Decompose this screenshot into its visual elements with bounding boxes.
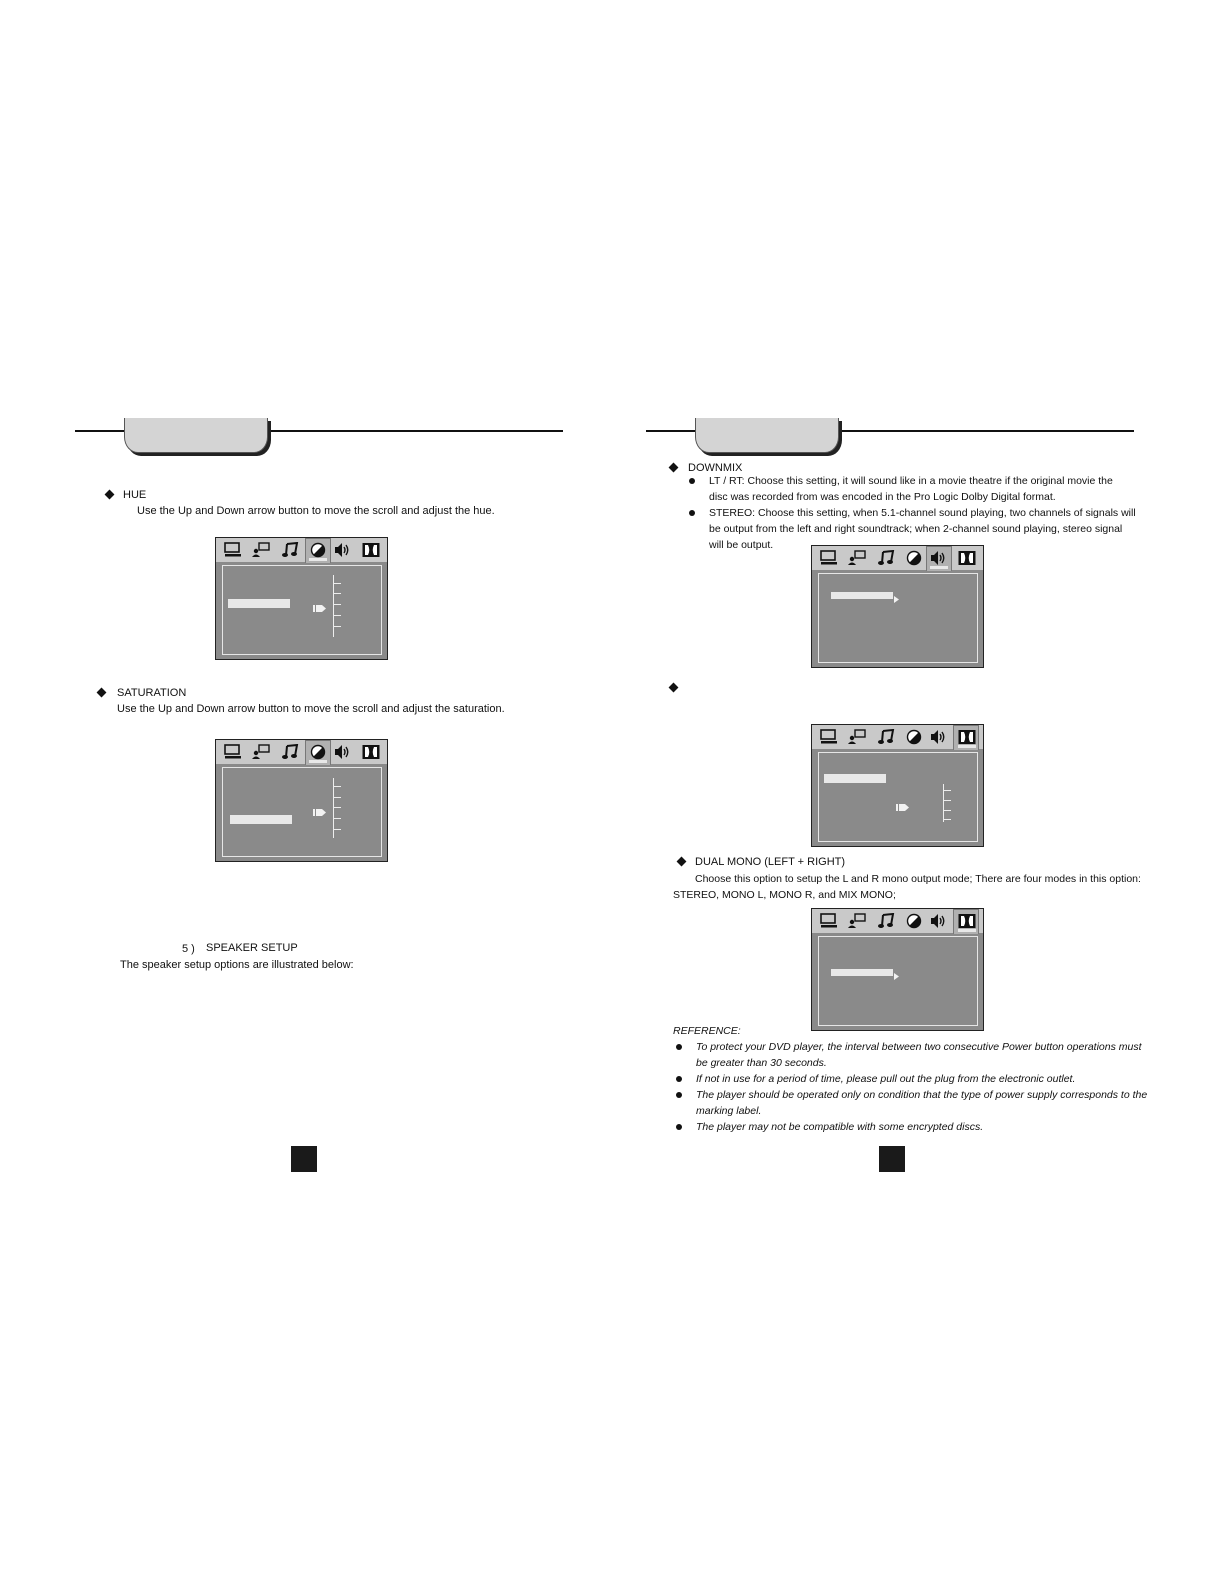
- reference-item1-line2: be greater than 30 seconds.: [696, 1057, 827, 1069]
- osd-scale-tick: [944, 810, 951, 811]
- hue-osd-screen: [215, 537, 388, 660]
- dolby-osd-screen: [811, 724, 984, 847]
- osd-inner-frame: [818, 936, 978, 1026]
- picture-icon: [905, 550, 923, 566]
- osd-scale-tick: [334, 615, 341, 616]
- dolby-icon: [958, 550, 976, 566]
- music-note-icon: [281, 542, 299, 558]
- picture-icon: [905, 913, 923, 929]
- speaker-icon: [930, 550, 948, 566]
- picture-icon: [309, 744, 327, 760]
- music-note-icon: [877, 729, 895, 745]
- bullet-dot: [676, 1092, 682, 1098]
- osd-highlight-bar: [831, 592, 893, 599]
- osd-selected-underline: [930, 566, 948, 569]
- dual-mono-title: DUAL MONO (LEFT + RIGHT): [695, 856, 846, 868]
- osd-scale-tick: [334, 818, 341, 819]
- downmix-stereo-line3: will be output.: [709, 539, 774, 551]
- speaker-icon: [334, 542, 352, 558]
- dual-mono-line1: Choose this option to setup the L and R mono output mode; There are four modes in this option:: [695, 873, 1141, 885]
- people-icon: [252, 542, 270, 558]
- saturation-osd-screen: [215, 739, 388, 862]
- monitor-icon: [820, 913, 838, 929]
- osd-pointer-arrow: [313, 600, 327, 609]
- speaker-setup-number: 5 ): [182, 943, 195, 955]
- picture-icon: [905, 729, 923, 745]
- osd-highlight-bar: [228, 599, 290, 608]
- osd-inner-frame: [818, 752, 978, 842]
- speaker-setup-title: SPEAKER SETUP: [206, 942, 298, 954]
- monitor-icon: [820, 550, 838, 566]
- reference-title: REFERENCE:: [673, 1025, 741, 1037]
- bullet-diamond: [677, 857, 687, 867]
- dolby-icon: [362, 542, 380, 558]
- dolby-icon: [362, 744, 380, 760]
- header-tab-left: [124, 418, 268, 453]
- people-icon: [252, 744, 270, 760]
- osd-scale-tick: [944, 819, 951, 820]
- reference-item2: If not in use for a period of time, please pull out the plug from the electronic outlet.: [696, 1073, 1076, 1085]
- saturation-title: SATURATION: [117, 687, 187, 699]
- osd-scale-tick: [944, 790, 951, 791]
- music-note-icon: [281, 744, 299, 760]
- bullet-diamond: [669, 463, 679, 473]
- osd-inner-frame: [818, 573, 978, 663]
- osd-scale-tick: [334, 604, 341, 605]
- osd-pointer-arrow: [894, 591, 900, 600]
- dolby-icon: [958, 729, 976, 745]
- osd-scale-tick: [944, 800, 951, 801]
- osd-highlight-bar: [831, 969, 893, 976]
- osd-highlight-bar: [230, 815, 292, 824]
- monitor-icon: [224, 744, 242, 760]
- osd-selected-underline: [309, 760, 327, 763]
- dual-mono-line2: STEREO, MONO L, MONO R, and MIX MONO;: [673, 889, 896, 901]
- speaker-icon: [930, 729, 948, 745]
- monitor-icon: [224, 542, 242, 558]
- reference-item1-line1: To protect your DVD player, the interval between two consecutive Power button operations must: [696, 1041, 1142, 1053]
- downmix-ltrt-line2: disc was recorded from was encoded in the Pro Logic Dolby Digital format.: [709, 491, 1056, 503]
- dual-mono-osd-screen: [811, 908, 984, 1031]
- picture-icon: [309, 542, 327, 558]
- music-note-icon: [877, 913, 895, 929]
- people-icon: [848, 729, 866, 745]
- osd-pointer-arrow: [894, 968, 900, 977]
- osd-highlight-bar: [824, 774, 886, 783]
- page-number-box-right: [879, 1146, 905, 1172]
- reference-item4: The player may not be compatible with some encrypted discs.: [696, 1121, 984, 1133]
- osd-scale-tick: [334, 786, 341, 787]
- downmix-stereo-line2: be output from the left and right soundtrack; when 2-channel sound playing, stereo signal: [709, 523, 1123, 535]
- osd-scale-tick: [334, 593, 341, 594]
- bullet-dot: [689, 510, 695, 516]
- hue-description: Use the Up and Down arrow button to move the scroll and adjust the hue.: [137, 505, 495, 517]
- monitor-icon: [820, 729, 838, 745]
- music-note-icon: [877, 550, 895, 566]
- osd-pointer-arrow: [896, 799, 910, 808]
- saturation-description: Use the Up and Down arrow button to move the scroll and adjust the saturation.: [117, 703, 505, 715]
- speaker-setup-description: The speaker setup options are illustrated below:: [120, 959, 354, 971]
- osd-inner-frame: [222, 767, 382, 857]
- osd-selected-underline: [309, 558, 327, 561]
- osd-scale-line: [333, 575, 334, 637]
- bullet-dot: [676, 1124, 682, 1130]
- people-icon: [848, 913, 866, 929]
- osd-scale-tick: [334, 829, 341, 830]
- osd-selected-underline: [958, 929, 976, 932]
- people-icon: [848, 550, 866, 566]
- header-tab-right: [695, 418, 839, 453]
- page-number-box-left: [291, 1146, 317, 1172]
- hue-title: HUE: [123, 489, 147, 501]
- reference-item3-line1: The player should be operated only on condition that the type of power supply corresponds to the: [696, 1089, 1148, 1101]
- bullet-dot: [689, 478, 695, 484]
- bullet-diamond: [97, 688, 107, 698]
- downmix-title: DOWNMIX: [688, 462, 743, 474]
- downmix-osd-screen: [811, 545, 984, 668]
- downmix-stereo-line1: STEREO: Choose this setting, when 5.1-channel sound playing, two channels of signals will: [709, 507, 1136, 519]
- bullet-dot: [676, 1044, 682, 1050]
- osd-scale-tick: [334, 583, 341, 584]
- osd-selected-underline: [958, 745, 976, 748]
- osd-scale-tick: [334, 626, 341, 627]
- osd-scale-tick: [334, 797, 341, 798]
- osd-pointer-arrow: [313, 804, 327, 813]
- dolby-icon: [958, 913, 976, 929]
- bullet-dot: [676, 1076, 682, 1082]
- osd-scale-tick: [334, 807, 341, 808]
- speaker-icon: [334, 744, 352, 760]
- bullet-diamond: [669, 683, 679, 693]
- bullet-diamond: [105, 490, 115, 500]
- osd-inner-frame: [222, 565, 382, 655]
- speaker-icon: [930, 913, 948, 929]
- downmix-ltrt-line1: LT / RT: Choose this setting, it will sound like in a movie theatre if the original movie the: [709, 475, 1113, 487]
- reference-item3-line2: marking label.: [696, 1105, 762, 1117]
